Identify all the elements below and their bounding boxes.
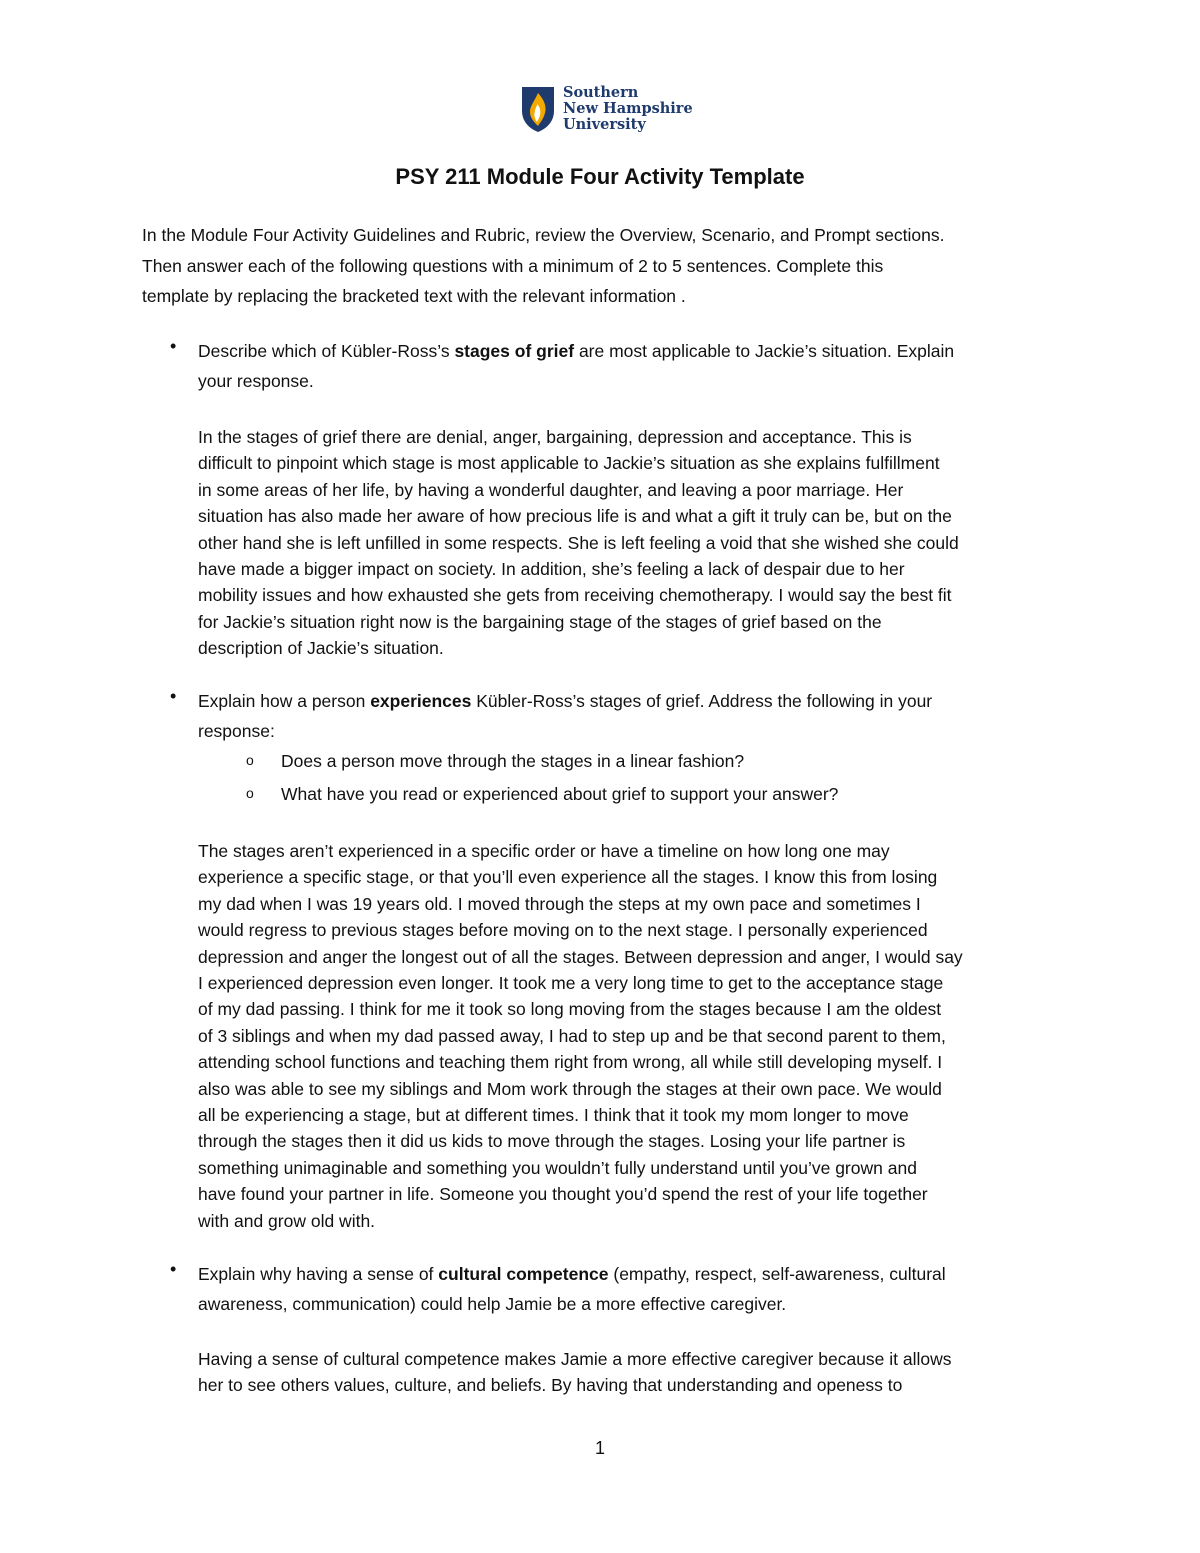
- answer-line: in some areas of her life, by having a wonderful daughter, and leaving a poor marriage. Her: [198, 479, 904, 500]
- page-number: 1: [594, 1438, 605, 1458]
- question-text: Kübler-Ross’s stages of grief. Address the following in your: [471, 691, 933, 711]
- answer-line: have made a bigger impact on society. In addition, she’s feeling a lack of despair due to her: [198, 559, 905, 580]
- answer-line: depression and anger the longest out of all the stages. Between depression and anger, I would say: [198, 946, 963, 967]
- answer-line: I experienced depression even longer. It took me a very long time to get to the acceptance stage: [198, 973, 944, 994]
- answer-line: with and grow old with.: [198, 1210, 376, 1231]
- answer-line: my dad when I was 19 years old. I moved through the steps at my own pace and sometimes I: [198, 893, 921, 914]
- question-text: awareness, communication) could help Jamie be a more effective caregiver.: [198, 1294, 787, 1314]
- question-emphasis: experiences: [370, 691, 472, 711]
- question-text: are most applicable to Jackie’s situation. Explain: [574, 341, 955, 361]
- sub-question: Does a person move through the stages in a linear fashion?: [281, 751, 745, 771]
- snhu-logo: [520, 84, 693, 134]
- intro-paragraph: [142, 220, 1082, 312]
- answer-line: difficult to pinpoint which stage is most applicable to Jackie’s situation as she explains fulfillment: [198, 453, 940, 474]
- intro-line: Then answer each of the following questions with a minimum of 2 to 5 sentences. Complete this: [142, 255, 884, 276]
- answer-line: attending school functions and teaching them right from wrong, all while still developing myself. I: [198, 1052, 943, 1073]
- answer-line: Having a sense of cultural competence makes Jamie a more effective caregiver because it allows: [198, 1349, 952, 1369]
- answer-line: mobility issues and how exhausted she gets from receiving chemotherapy. I would say the best fit: [198, 585, 952, 606]
- question-text: response:: [198, 721, 275, 741]
- logo-wordmark: [563, 85, 693, 133]
- snhu-flame-shield-icon: [520, 85, 556, 133]
- bullet-icon: •: [170, 336, 177, 356]
- intro-line: template by replacing the bracketed text with the relevant information .: [142, 286, 686, 306]
- question-emphasis: cultural competence: [438, 1264, 609, 1284]
- answer-line: experience a specific stage, or that you’ll even experience all the stages. I know this from losing: [198, 867, 938, 888]
- question-1: [198, 336, 1078, 396]
- answer-line: situation has also made her aware of how precious life is and what a gift it truly can be, but on the: [198, 506, 952, 527]
- answer-1: [198, 424, 1078, 662]
- answer-2: [198, 838, 1078, 1234]
- answer-line: her to see others values, culture, and beliefs. By having that understanding and openess to: [198, 1375, 903, 1396]
- answer-line: The stages aren’t experienced in a specific order or have a timeline on how long one may: [198, 841, 890, 861]
- question-2: [198, 686, 1078, 746]
- logo-line-1: Southern: [563, 84, 639, 101]
- sub-question: What have you read or experienced about grief to support your answer?: [281, 784, 839, 804]
- sub-bullet-icon: o: [246, 785, 254, 801]
- question-text: Explain how a person: [198, 691, 371, 711]
- answer-line: would regress to previous stages before moving on to the next stage. I personally experienced: [198, 920, 928, 941]
- question-text: Describe which of Kübler-Ross’s: [198, 341, 455, 361]
- answer-line: also was able to see my siblings and Mom work through the stages at their own pace. We would: [198, 1078, 942, 1099]
- answer-line: all be experiencing a stage, but at different times. I think that it took my mom longer to move: [198, 1105, 909, 1126]
- question-text: your response.: [198, 371, 314, 391]
- answer-line: of 3 siblings and when my dad passed away, I had to step up and be that second parent to them,: [198, 1025, 946, 1046]
- question-emphasis: stages of grief: [454, 341, 575, 361]
- answer-line: In the stages of grief there are denial, anger, bargaining, depression and acceptance. This is: [198, 427, 912, 447]
- page-title: PSY 211 Module Four Activity Template: [395, 164, 805, 189]
- answer-line: description of Jackie’s situation.: [198, 638, 444, 659]
- answer-3: [198, 1346, 1078, 1399]
- answer-line: other hand she is left unfilled in some respects. She is left feeling a void that she wished she could: [198, 532, 959, 553]
- intro-line: In the Module Four Activity Guidelines and Rubric, review the Overview, Scenario, and Prompt sections.: [142, 225, 945, 245]
- answer-line: something unimaginable and something you wouldn’t fully understand until you’ve grown and: [198, 1157, 917, 1178]
- sub-bullet-icon: o: [246, 752, 254, 768]
- answer-line: of my dad passing. I think for me it took so long moving from the stages because I am the oldest: [198, 999, 942, 1020]
- bullet-icon: •: [170, 686, 177, 706]
- answer-line: have found your partner in life. Someone you thought you’d spend the rest of your life together: [198, 1184, 928, 1205]
- bullet-icon: •: [170, 1259, 177, 1279]
- question-text: Explain why having a sense of: [198, 1264, 439, 1284]
- logo-line-3: University: [563, 116, 646, 133]
- answer-line: for Jackie’s situation right now is the bargaining stage of the stages of grief based on the: [198, 611, 882, 632]
- question-3: [198, 1259, 1078, 1319]
- answer-line: through the stages then it did us kids to move through the stages. Losing your life partner is: [198, 1131, 906, 1152]
- logo-line-2: New Hampshire: [563, 100, 693, 117]
- question-text: (empathy, respect, self-awareness, cultural: [608, 1264, 946, 1284]
